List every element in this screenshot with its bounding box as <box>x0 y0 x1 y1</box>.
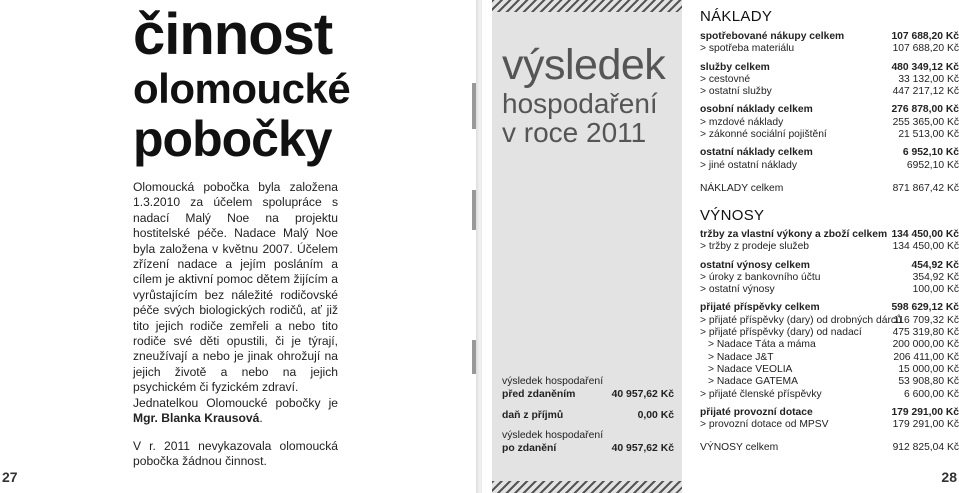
costs-group <box>700 62 959 99</box>
row-value: 6952,10 Kč <box>906 159 959 171</box>
row-label: spotřebované nákupy celkem <box>700 31 845 42</box>
signature-line <box>133 396 338 427</box>
row-label: > přijaté příspěvky (dary) od nadací <box>700 327 862 339</box>
costs-table <box>700 31 959 172</box>
row-value: 33 132,00 Kč <box>898 73 959 85</box>
summary-label-bold: po zdanění <box>502 443 557 455</box>
table-row <box>700 272 959 284</box>
table-row <box>700 407 959 419</box>
row-value: 206 411,00 Kč <box>893 351 959 363</box>
summary-row <box>502 376 674 402</box>
revenues-total-value: 912 825,04 Kč <box>892 442 959 454</box>
row-value: 447 217,12 Kč <box>892 86 959 98</box>
summary-label-light: výsledek hospodaření <box>502 376 604 387</box>
revenues-group <box>700 407 959 432</box>
revenues-total-label: VÝNOSY celkem <box>700 442 779 454</box>
row-label: tržby za vlastní výkony a zboží celkem <box>700 228 888 240</box>
row-label: osobní náklady celkem <box>700 104 813 116</box>
table-row <box>700 364 959 376</box>
table-row <box>700 86 959 98</box>
row-value: 255 365,00 Kč <box>892 116 959 128</box>
row-value: 6 952,10 Kč <box>902 147 959 159</box>
financial-statement <box>700 8 959 454</box>
table-row <box>700 376 959 388</box>
row-label: přijaté provozní dotace <box>700 406 813 418</box>
summary-label-bold: daň z příjmů <box>502 409 564 421</box>
table-row <box>700 62 959 74</box>
row-value: 107 688,20 Kč <box>891 31 959 42</box>
left-page <box>0 0 478 493</box>
row-value: 53 908,80 Kč <box>898 376 959 388</box>
revenues-heading: VÝNOSY <box>700 206 765 224</box>
hatch-stripe-top <box>492 0 682 12</box>
row-value: 107 688,20 Kč <box>892 43 959 55</box>
row-value: 179 291,00 Kč <box>891 406 959 418</box>
row-value: 100,00 Kč <box>912 284 959 296</box>
costs-total-value: 871 867,42 Kč <box>892 182 959 194</box>
signature-name: Mgr. Blanka Krausová <box>133 411 260 426</box>
revenues-group <box>700 229 959 254</box>
signature-end: . <box>259 411 263 426</box>
costs-heading: NÁKLADY <box>700 8 773 25</box>
revenues-total-row <box>700 441 959 454</box>
row-label: služby celkem <box>700 61 770 73</box>
row-label: > přijaté příspěvky (dary) od drobných dárců <box>700 314 902 326</box>
table-row <box>700 129 959 141</box>
page-number-left: 27 <box>2 469 18 485</box>
costs-total-row <box>700 182 959 195</box>
row-label: ostatní náklady celkem <box>700 147 813 159</box>
revenues-group <box>700 302 959 400</box>
body-text <box>133 180 338 469</box>
row-label: > cestovné <box>700 73 751 85</box>
row-value: 116 709,32 Kč <box>893 314 959 326</box>
row-label: > provozní dotace od MPSV <box>700 419 829 431</box>
table-row <box>700 43 959 55</box>
table-row <box>700 315 959 327</box>
row-value: 454,92 Kč <box>911 259 959 271</box>
activity-note: V r. 2011 nevykazovala olomoucká pobočka žádnou činnost. <box>133 438 338 468</box>
row-value: 598 629,12 Kč <box>891 302 959 314</box>
row-value: 354,92 Kč <box>912 271 959 283</box>
row-label: > ostatní služby <box>700 86 772 98</box>
row-label: > Nadace GATEMA <box>708 376 798 388</box>
row-label: > zákonné sociální pojištění <box>700 129 827 141</box>
summary-value: 40 957,62 Kč <box>611 388 674 400</box>
title-line-2: olomoucké <box>133 65 351 112</box>
row-label: > spotřeba materiálu <box>700 43 795 55</box>
revenues-table <box>700 229 959 431</box>
row-label: > úroky z bankovního účtu <box>700 271 821 283</box>
side-marks <box>472 0 476 493</box>
row-value: 200 000,00 Kč <box>892 339 959 351</box>
table-row <box>700 339 959 351</box>
row-label: > tržby z prodeje služeb <box>700 241 810 253</box>
summary-row <box>502 430 674 456</box>
revenues-group <box>700 260 959 297</box>
table-row <box>700 302 959 314</box>
table-row <box>700 229 959 241</box>
panel-title-line-2: hospodaření <box>502 88 658 119</box>
table-row <box>700 74 959 86</box>
result-summary <box>502 376 674 464</box>
table-row <box>700 160 959 172</box>
costs-total-label: NÁKLADY celkem <box>700 182 784 194</box>
costs-group <box>700 104 959 141</box>
row-label: > Nadace Táta a máma <box>708 339 816 351</box>
page-number-right: 28 <box>941 469 957 485</box>
panel-title-line-3: v roce 2011 <box>502 117 647 149</box>
table-row <box>700 352 959 364</box>
row-label: > přijaté členské příspěvky <box>700 388 822 400</box>
row-value: 179 291,00 Kč <box>892 419 959 431</box>
row-value: 15 000,00 Kč <box>898 363 959 375</box>
row-label: > jiné ostatní náklady <box>700 159 798 171</box>
summary-value: 0,00 Kč <box>637 409 674 421</box>
row-value: 134 450,00 Kč <box>892 241 959 253</box>
table-row <box>700 104 959 116</box>
row-value: 6 600,00 Kč <box>904 388 959 400</box>
row-value: 276 878,00 Kč <box>891 104 959 116</box>
summary-row <box>502 410 674 423</box>
panel-title <box>502 41 682 149</box>
row-value: 475 319,80 Kč <box>892 327 959 339</box>
table-row <box>700 327 959 339</box>
table-row <box>700 31 959 43</box>
intro-paragraph: Olomoucká pobočka byla založena 1.3.2010 za účelem spolupráce s nadací Malý Noe na projektu hostitelské péče. Nadace Malý Noe byla založena v květnu 2007. Účelem zřízení nadace a jejím posláním a cílem je aktivní pomoc dětem žijícím a vyrůstajícím bez náležité rodičovské péče svých biologických rodičů, ať již tito jejich rodiče zemřeli a nebo tito rodiče své děti opustili, či je týrají, zneužívají a nebo je jinak ohrožují na jejich životě a nebo na jejich psychickém či fyzickém zdraví. <box>133 180 338 395</box>
row-label: > Nadace J&T <box>708 351 774 363</box>
title-line-3: pobočky <box>133 111 332 167</box>
table-row <box>700 389 959 401</box>
title-line-1: činnost <box>133 2 333 67</box>
hatch-stripe-bottom <box>492 481 682 493</box>
table-row <box>700 117 959 129</box>
row-label: > ostatní výnosy <box>700 284 775 296</box>
table-row <box>700 241 959 253</box>
row-label: ostatní výnosy celkem <box>700 259 810 271</box>
table-row <box>700 147 959 159</box>
row-value: 480 349,12 Kč <box>891 61 959 73</box>
table-row <box>700 419 959 431</box>
row-value: 134 450,00 Kč <box>891 228 959 240</box>
summary-value: 40 957,62 Kč <box>611 443 674 455</box>
row-label: > Nadace VEOLIA <box>708 363 793 375</box>
row-value: 21 513,00 Kč <box>898 129 959 141</box>
panel-title-line-1: výsledek <box>502 41 666 89</box>
signature-label: Jednatelkou Olomoucké pobočky je <box>133 395 338 410</box>
row-label: přijaté příspěvky celkem <box>700 302 820 314</box>
row-label: > mzdové náklady <box>700 116 784 128</box>
table-row <box>700 284 959 296</box>
page-title <box>133 0 353 167</box>
costs-group <box>700 147 959 172</box>
table-row <box>700 260 959 272</box>
summary-label-bold: před zdaněním <box>502 388 576 400</box>
costs-group <box>700 31 959 56</box>
summary-label-light: výsledek hospodaření <box>502 430 604 442</box>
